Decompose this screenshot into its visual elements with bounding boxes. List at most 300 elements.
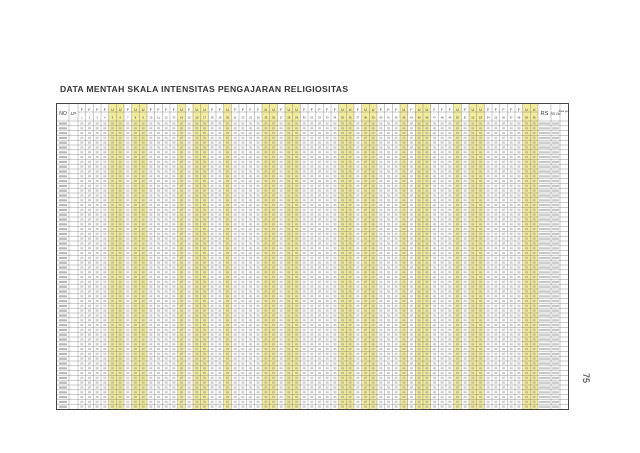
- score-cell: [349, 367, 352, 369]
- score-cell: [80, 353, 83, 355]
- rs-cell: [539, 228, 550, 230]
- score-cell: [165, 137, 168, 139]
- score-cell: [126, 329, 129, 331]
- rs-vid-cell: [552, 170, 559, 172]
- score-cell: [272, 286, 275, 288]
- score-cell: [80, 362, 83, 364]
- score-cell: [172, 401, 175, 403]
- score-cell: [479, 382, 482, 384]
- score-cell: [157, 199, 160, 201]
- score-cell: [387, 209, 390, 211]
- score-cell: [303, 142, 306, 144]
- score-cell: [464, 386, 467, 388]
- score-cell: [257, 367, 260, 369]
- score-cell: [80, 132, 83, 134]
- item-code: F: [249, 108, 252, 112]
- score-cell: [448, 257, 451, 259]
- score-cell: [333, 353, 336, 355]
- score-cell: [280, 367, 283, 369]
- score-cell: [203, 151, 206, 153]
- score-cell: [188, 238, 191, 240]
- score-cell: [487, 166, 490, 168]
- score-cell: [379, 362, 382, 364]
- score-cell: [287, 122, 290, 124]
- score-cell: [157, 127, 160, 129]
- score-cell: [280, 401, 283, 403]
- row-number-cell: [59, 358, 67, 360]
- score-cell: [479, 185, 482, 187]
- score-cell: [218, 319, 221, 321]
- score-cell: [80, 286, 83, 288]
- score-cell: [195, 348, 198, 350]
- score-cell: [533, 300, 536, 302]
- score-cell: [257, 377, 260, 379]
- score-cell: [157, 286, 160, 288]
- score-cell: [471, 358, 474, 360]
- score-cell: [318, 271, 321, 273]
- score-cell: [218, 137, 221, 139]
- score-cell: [441, 367, 444, 369]
- score-cell: [257, 238, 260, 240]
- score-cell: [180, 377, 183, 379]
- score-cell: [234, 161, 237, 163]
- score-cell: [525, 305, 528, 307]
- score-cell: [149, 137, 152, 139]
- rs-cell: [539, 170, 550, 172]
- score-cell: [165, 247, 168, 249]
- score-cell: [333, 362, 336, 364]
- score-cell: [96, 194, 99, 196]
- score-cell: [287, 348, 290, 350]
- rs-vid-cell: [552, 161, 559, 163]
- score-cell: [471, 286, 474, 288]
- score-cell: [134, 209, 137, 211]
- score-cell: [111, 334, 114, 336]
- score-cell: [211, 319, 214, 321]
- score-cell: [341, 194, 344, 196]
- score-cell: [425, 166, 428, 168]
- score-cell: [157, 382, 160, 384]
- score-cell: [180, 396, 183, 398]
- score-cell: [241, 290, 244, 292]
- item-code: F: [157, 108, 160, 112]
- score-cell: [387, 348, 390, 350]
- score-cell: [395, 396, 398, 398]
- score-cell: [494, 228, 497, 230]
- score-cell: [188, 190, 191, 192]
- score-cell: [525, 367, 528, 369]
- score-cell: [264, 334, 267, 336]
- rs-vid-cell: [552, 271, 559, 273]
- score-cell: [494, 319, 497, 321]
- score-cell: [402, 142, 405, 144]
- score-cell: [349, 348, 352, 350]
- score-cell: [226, 142, 229, 144]
- score-cell: [180, 218, 183, 220]
- score-cell: [333, 286, 336, 288]
- score-cell: [464, 358, 467, 360]
- score-cell: [180, 271, 183, 273]
- score-cell: [471, 281, 474, 283]
- score-cell: [517, 233, 520, 235]
- score-cell: [218, 218, 221, 220]
- score-cell: [126, 185, 129, 187]
- score-cell: [264, 406, 267, 408]
- score-cell: [510, 223, 513, 225]
- score-cell: [295, 252, 298, 254]
- score-cell: [264, 362, 267, 364]
- score-cell: [510, 305, 513, 307]
- score-cell: [111, 396, 114, 398]
- score-cell: [96, 396, 99, 398]
- rs-cell: [539, 300, 550, 302]
- score-cell: [280, 146, 283, 148]
- score-cell: [180, 137, 183, 139]
- score-cell: [494, 132, 497, 134]
- score-cell: [126, 262, 129, 264]
- score-cell: [272, 353, 275, 355]
- score-cell: [494, 382, 497, 384]
- score-cell: [525, 122, 528, 124]
- score-cell: [80, 199, 83, 201]
- score-cell: [487, 199, 490, 201]
- score-cell: [203, 386, 206, 388]
- score-cell: [295, 362, 298, 364]
- score-cell: [471, 233, 474, 235]
- score-cell: [295, 310, 298, 312]
- score-cell: [310, 257, 313, 259]
- score-cell: [103, 127, 106, 129]
- rs-vid-cell: [552, 305, 559, 307]
- score-cell: [241, 262, 244, 264]
- score-cell: [387, 242, 390, 244]
- score-cell: [211, 290, 214, 292]
- score-cell: [257, 266, 260, 268]
- score-cell: [379, 353, 382, 355]
- score-cell: [287, 401, 290, 403]
- score-cell: [249, 276, 252, 278]
- score-cell: [211, 180, 214, 182]
- score-cell: [494, 305, 497, 307]
- score-cell: [218, 161, 221, 163]
- score-cell: [487, 170, 490, 172]
- score-cell: [448, 223, 451, 225]
- score-cell: [456, 266, 459, 268]
- score-cell: [464, 281, 467, 283]
- score-cell: [126, 175, 129, 177]
- score-cell: [111, 382, 114, 384]
- score-cell: [80, 247, 83, 249]
- rs-cell: [539, 358, 550, 360]
- score-cell: [119, 180, 122, 182]
- score-cell: [433, 266, 436, 268]
- score-cell: [318, 252, 321, 254]
- score-cell: [287, 156, 290, 158]
- rs-cell: [539, 199, 550, 201]
- score-cell: [318, 319, 321, 321]
- score-cell: [372, 377, 375, 379]
- score-cell: [456, 161, 459, 163]
- item-number: 60: [532, 116, 536, 120]
- score-cell: [234, 199, 237, 201]
- score-cell: [195, 367, 198, 369]
- score-cell: [349, 122, 352, 124]
- score-cell: [96, 252, 99, 254]
- score-cell: [402, 223, 405, 225]
- score-cell: [356, 406, 359, 408]
- score-cell: [425, 175, 428, 177]
- score-cell: [410, 122, 413, 124]
- score-cell: [372, 175, 375, 177]
- score-cell: [157, 338, 160, 340]
- score-cell: [341, 238, 344, 240]
- score-cell: [425, 329, 428, 331]
- score-cell: [433, 180, 436, 182]
- score-cell: [249, 127, 252, 129]
- score-cell: [119, 406, 122, 408]
- rs-cell: [539, 175, 550, 177]
- score-cell: [456, 343, 459, 345]
- score-cell: [88, 142, 91, 144]
- score-cell: [272, 190, 275, 192]
- score-cell: [402, 281, 405, 283]
- item-code: F: [172, 108, 175, 112]
- score-cell: [517, 146, 520, 148]
- score-cell: [241, 362, 244, 364]
- score-cell: [333, 209, 336, 211]
- score-cell: [142, 204, 145, 206]
- score-cell: [119, 386, 122, 388]
- score-cell: [333, 338, 336, 340]
- score-cell: [310, 199, 313, 201]
- score-cell: [448, 170, 451, 172]
- score-cell: [448, 190, 451, 192]
- score-cell: [533, 233, 536, 235]
- row-number-cell: [59, 170, 67, 172]
- rs-vid-cell: [552, 180, 559, 182]
- score-cell: [96, 180, 99, 182]
- score-cell: [119, 372, 122, 374]
- score-cell: [333, 156, 336, 158]
- score-cell: [218, 329, 221, 331]
- score-cell: [149, 406, 152, 408]
- score-cell: [510, 329, 513, 331]
- score-cell: [103, 276, 106, 278]
- score-cell: [126, 401, 129, 403]
- score-cell: [295, 324, 298, 326]
- score-cell: [479, 290, 482, 292]
- score-cell: [379, 338, 382, 340]
- score-cell: [249, 122, 252, 124]
- score-cell: [119, 396, 122, 398]
- score-cell: [525, 266, 528, 268]
- score-cell: [88, 300, 91, 302]
- score-cell: [111, 151, 114, 153]
- rs-vid-cell: [552, 233, 559, 235]
- score-cell: [456, 367, 459, 369]
- score-cell: [264, 223, 267, 225]
- score-cell: [379, 228, 382, 230]
- score-cell: [165, 377, 168, 379]
- score-cell: [257, 295, 260, 297]
- score-cell: [456, 314, 459, 316]
- score-cell: [165, 329, 168, 331]
- score-cell: [418, 377, 421, 379]
- score-cell: [303, 151, 306, 153]
- score-cell: [349, 228, 352, 230]
- score-cell: [418, 257, 421, 259]
- score-cell: [241, 170, 244, 172]
- rs-vid-cell: [552, 190, 559, 192]
- score-cell: [280, 127, 283, 129]
- score-cell: [218, 343, 221, 345]
- score-cell: [88, 382, 91, 384]
- rs-cell: [539, 266, 550, 268]
- score-cell: [510, 137, 513, 139]
- score-cell: [510, 314, 513, 316]
- score-cell: [218, 170, 221, 172]
- score-cell: [517, 228, 520, 230]
- item-number: 40: [379, 116, 383, 120]
- score-cell: [157, 175, 160, 177]
- score-cell: [165, 314, 168, 316]
- score-cell: [326, 386, 329, 388]
- score-cell: [119, 223, 122, 225]
- item-number: 51: [463, 116, 467, 120]
- score-cell: [226, 382, 229, 384]
- score-cell: [295, 161, 298, 163]
- row-number-cell: [59, 228, 67, 230]
- score-cell: [188, 295, 191, 297]
- score-cell: [525, 127, 528, 129]
- score-cell: [172, 281, 175, 283]
- score-cell: [517, 286, 520, 288]
- score-cell: [356, 228, 359, 230]
- score-cell: [341, 262, 344, 264]
- header-rs: RS: [540, 111, 549, 117]
- score-cell: [103, 218, 106, 220]
- score-cell: [88, 362, 91, 364]
- score-cell: [464, 343, 467, 345]
- score-cell: [103, 214, 106, 216]
- score-cell: [464, 276, 467, 278]
- score-cell: [180, 382, 183, 384]
- score-cell: [272, 233, 275, 235]
- score-cell: [494, 300, 497, 302]
- score-cell: [425, 276, 428, 278]
- score-cell: [410, 386, 413, 388]
- score-cell: [410, 156, 413, 158]
- rs-cell: [539, 401, 550, 403]
- score-cell: [410, 329, 413, 331]
- score-cell: [303, 324, 306, 326]
- score-cell: [157, 391, 160, 393]
- score-cell: [96, 185, 99, 187]
- score-cell: [218, 281, 221, 283]
- score-cell: [517, 156, 520, 158]
- score-cell: [510, 343, 513, 345]
- item-number: 7: [127, 116, 129, 120]
- score-cell: [525, 343, 528, 345]
- score-cell: [126, 377, 129, 379]
- score-cell: [487, 334, 490, 336]
- score-cell: [295, 233, 298, 235]
- score-cell: [280, 252, 283, 254]
- score-cell: [264, 161, 267, 163]
- score-cell: [111, 214, 114, 216]
- score-cell: [287, 334, 290, 336]
- score-cell: [326, 310, 329, 312]
- score-cell: [487, 122, 490, 124]
- score-cell: [448, 175, 451, 177]
- score-cell: [126, 319, 129, 321]
- score-cell: [80, 396, 83, 398]
- score-cell: [211, 218, 214, 220]
- score-cell: [180, 338, 183, 340]
- score-cell: [211, 396, 214, 398]
- score-cell: [295, 146, 298, 148]
- score-cell: [326, 295, 329, 297]
- score-cell: [502, 396, 505, 398]
- score-cell: [487, 190, 490, 192]
- score-cell: [448, 276, 451, 278]
- score-cell: [149, 319, 152, 321]
- score-cell: [280, 324, 283, 326]
- score-cell: [264, 228, 267, 230]
- row-number-cell: [59, 310, 67, 312]
- score-cell: [441, 372, 444, 374]
- score-cell: [372, 295, 375, 297]
- score-cell: [249, 175, 252, 177]
- score-cell: [517, 281, 520, 283]
- score-cell: [310, 386, 313, 388]
- score-cell: [349, 151, 352, 153]
- score-cell: [517, 367, 520, 369]
- score-cell: [448, 324, 451, 326]
- score-cell: [172, 382, 175, 384]
- score-cell: [379, 233, 382, 235]
- score-cell: [287, 319, 290, 321]
- score-cell: [456, 204, 459, 206]
- score-cell: [533, 223, 536, 225]
- score-cell: [195, 156, 198, 158]
- item-number: 29: [295, 116, 298, 120]
- score-cell: [103, 204, 106, 206]
- score-cell: [80, 238, 83, 240]
- score-cell: [303, 305, 306, 307]
- score-cell: [448, 214, 451, 216]
- score-cell: [280, 300, 283, 302]
- score-cell: [149, 161, 152, 163]
- score-cell: [195, 281, 198, 283]
- score-cell: [149, 166, 152, 168]
- score-cell: [310, 319, 313, 321]
- score-cell: [241, 310, 244, 312]
- score-cell: [487, 271, 490, 273]
- score-cell: [188, 377, 191, 379]
- score-cell: [425, 204, 428, 206]
- score-cell: [96, 372, 99, 374]
- score-cell: [402, 151, 405, 153]
- score-cell: [134, 185, 137, 187]
- score-cell: [119, 127, 122, 129]
- score-cell: [134, 218, 137, 220]
- score-cell: [410, 348, 413, 350]
- score-cell: [425, 305, 428, 307]
- score-cell: [341, 266, 344, 268]
- item-number: 10: [149, 116, 153, 120]
- score-cell: [517, 180, 520, 182]
